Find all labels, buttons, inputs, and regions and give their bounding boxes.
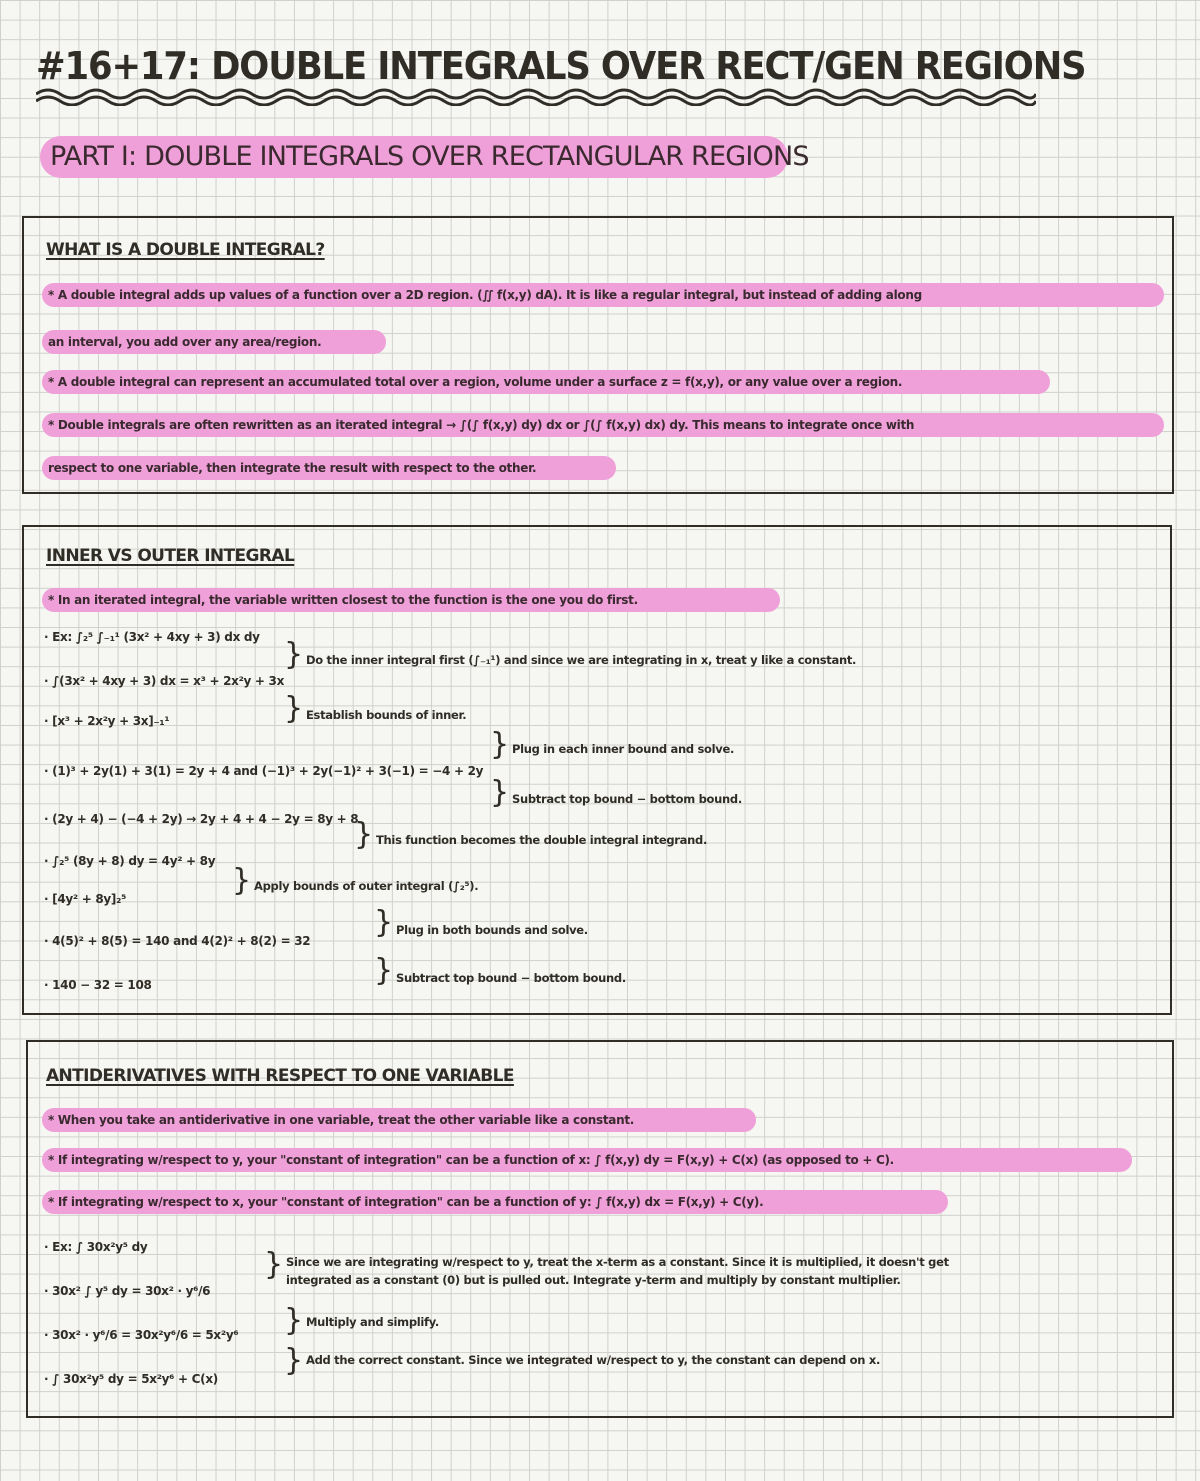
section2-note-2: Establish bounds of inner. <box>306 708 467 722</box>
section3-step-4: · ∫ 30x²y⁵ dy = 5x²y⁶ + C(x) <box>44 1372 218 1386</box>
section2-step-6: · ∫₂⁵ (8y + 8) dy = 4y² + 8y <box>44 854 216 868</box>
section3-step-2: · 30x² ∫ y⁵ dy = 30x² · y⁶/6 <box>44 1284 211 1298</box>
section1-line3b: respect to one variable, then integrate the result with respect to the other. <box>42 456 616 480</box>
section2-step-9: · 140 − 32 = 108 <box>44 978 152 992</box>
brace-icon: } <box>374 905 394 940</box>
page-title: #16+17: DOUBLE INTEGRALS OVER RECT/GEN REGIONS <box>36 44 1086 88</box>
brace-icon: } <box>284 1303 304 1338</box>
section3-note-2: integrated as a constant (0) but is pulled out. Integrate y-term and multiply by constant multiplier. <box>286 1273 901 1287</box>
section3-note-4: Add the correct constant. Since we integrated w/respect to y, the constant can depend on x. <box>306 1353 881 1367</box>
section2-step-8: · 4(5)² + 8(5) = 140 and 4(2)² + 8(2) = 32 <box>44 934 311 948</box>
section2-step-3: · [x³ + 2x²y + 3x]₋₁¹ <box>44 714 170 728</box>
brace-icon: } <box>232 863 252 898</box>
section3-rule-2: * If integrating w/respect to y, your "constant of integration" can be a function of x: ∫ f(x,y) dy = F(x,y) + C(x) (as opposed to + C). <box>42 1148 1132 1172</box>
section3-step-3: · 30x² · y⁶/6 = 30x²y⁶/6 = 5x²y⁶ <box>44 1328 239 1342</box>
section1-heading: WHAT IS A DOUBLE INTEGRAL? <box>46 240 325 260</box>
section3-step-1: · Ex: ∫ 30x²y⁵ dy <box>44 1240 148 1254</box>
section1-line1a: * A double integral adds up values of a function over a 2D region. (∬ f(x,y) dA). It is like a regular integral, but instead of adding along <box>42 283 1164 307</box>
part-title: PART I: DOUBLE INTEGRALS OVER RECTANGULAR REGIONS <box>40 136 788 178</box>
section2-step-2: · ∫(3x² + 4xy + 3) dx = x³ + 2x²y + 3x <box>44 674 285 688</box>
brace-icon: } <box>374 953 394 988</box>
section1-line3a: * Double integrals are often rewritten as an iterated integral → ∫(∫ f(x,y) dy) dx or ∫(∫ f(x,y) dx) dy. This means to integrate once with <box>42 413 1164 437</box>
section3-note-1: Since we are integrating w/respect to y, treat the x-term as a constant. Since it is multiplied, it doesn't get <box>286 1255 949 1269</box>
title-underline-wave <box>36 86 1036 106</box>
section2-note-3: Plug in each inner bound and solve. <box>512 742 735 756</box>
brace-icon: } <box>284 691 304 726</box>
section2-note-4: Subtract top bound − bottom bound. <box>512 792 742 806</box>
brace-icon: } <box>284 637 304 672</box>
brace-icon: } <box>354 817 374 852</box>
section2-note-6: Apply bounds of outer integral (∫₂⁵). <box>254 879 479 893</box>
section2-note-5: This function becomes the double integral integrand. <box>376 833 708 847</box>
brace-icon: } <box>490 727 510 762</box>
section2-note-1: Do the inner integral first (∫₋₁¹) and since we are integrating in x, treat y like a constant. <box>306 653 857 667</box>
section2-note-8: Subtract top bound − bottom bound. <box>396 971 626 985</box>
brace-icon: } <box>264 1247 284 1282</box>
section2-step-7: · [4y² + 8y]₂⁵ <box>44 892 127 906</box>
section2-step-1: · Ex: ∫₂⁵ ∫₋₁¹ (3x² + 4xy + 3) dx dy <box>44 630 260 644</box>
section2-step-5: · (2y + 4) − (−4 + 2y) → 2y + 4 + 4 − 2y = 8y + 8 <box>44 812 359 826</box>
section3-note-3: Multiply and simplify. <box>306 1315 439 1329</box>
section3-heading: ANTIDERIVATIVES WITH RESPECT TO ONE VARIABLE <box>46 1066 514 1086</box>
section2-note-7: Plug in both bounds and solve. <box>396 923 588 937</box>
section2-rule: * In an iterated integral, the variable written closest to the function is the one you do first. <box>42 588 780 612</box>
brace-icon: } <box>490 775 510 810</box>
brace-icon: } <box>284 1343 304 1378</box>
section1-line2: * A double integral can represent an accumulated total over a region, volume under a surface z = f(x,y), or any value over a region. <box>42 370 1050 394</box>
section2-heading: INNER VS OUTER INTEGRAL <box>46 546 295 566</box>
section2-step-4: · (1)³ + 2y(1) + 3(1) = 2y + 4 and (−1)³ + 2y(−1)² + 3(−1) = −4 + 2y <box>44 764 484 778</box>
section1-line1b: an interval, you add over any area/region. <box>42 330 386 354</box>
section3-rule-3: * If integrating w/respect to x, your "constant of integration" can be a function of y: ∫ f(x,y) dx = F(x,y) + C(y). <box>42 1190 948 1214</box>
section3-rule-1: * When you take an antiderivative in one variable, treat the other variable like a constant. <box>42 1108 756 1132</box>
